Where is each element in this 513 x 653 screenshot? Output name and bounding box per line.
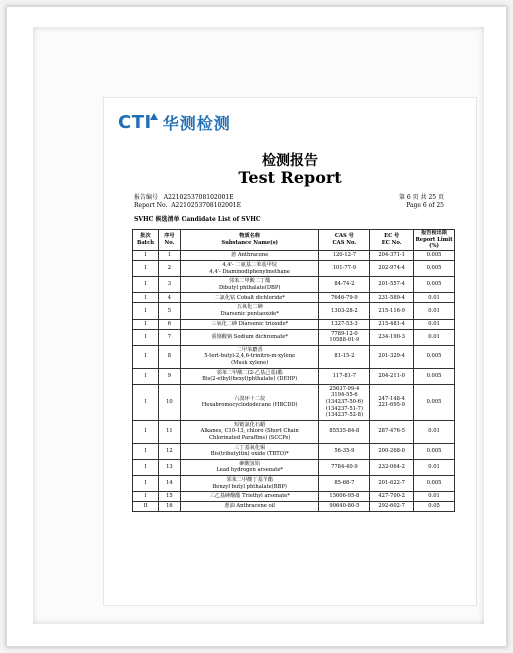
- section-title: SVHC 候选清单 Candidate List of SVHC: [134, 216, 261, 223]
- cell-line: 5: [167, 307, 172, 314]
- ec-number-cell: [370, 277, 414, 293]
- number-cell: [158, 443, 180, 459]
- cell-line: Bis(2-ethyl(hexyl)phthalate) (DEHP): [202, 376, 298, 383]
- report-no-value-2: A2210253708102001E: [171, 202, 241, 209]
- cell-line: 3: [167, 281, 172, 288]
- report-limit-cell: [414, 251, 455, 261]
- batch-cell: [133, 261, 159, 277]
- batch-cell: [133, 329, 159, 345]
- cell-line: 4: [167, 294, 172, 301]
- cell-line: 蒽油 Anthracene oil: [224, 503, 275, 510]
- cell-line: I: [144, 447, 147, 454]
- cell-line: 0.005: [426, 447, 442, 454]
- number-cell: [158, 368, 180, 384]
- cell-line: 10588-01-9: [329, 337, 360, 344]
- batch-cell: [133, 384, 159, 420]
- cell-line: 85535-84-8: [329, 428, 360, 435]
- cell-line: (134237-51-7): [325, 405, 363, 412]
- cell-line: (134237-52-8): [325, 412, 363, 419]
- cell-line: 五氧化二砷: [236, 304, 263, 311]
- cell-line: I: [144, 252, 147, 259]
- cell-line: 0.005: [426, 480, 442, 487]
- cell-line: 6: [167, 320, 172, 327]
- cell-line: 117-81-7: [332, 372, 357, 379]
- cell-line: Hexabromocyclododecane (HBCDD): [201, 402, 298, 409]
- cell-line: 101-77-9: [332, 265, 357, 272]
- report-limit-cell: [414, 459, 455, 475]
- table-row: [133, 475, 455, 491]
- cell-line: 7646-79-9: [331, 294, 358, 301]
- table-header-line: 批次: [140, 233, 151, 240]
- table-row: [133, 293, 455, 303]
- ec-number-cell: [370, 492, 414, 502]
- cell-line: 0.01: [428, 294, 440, 301]
- cell-line: 85-68-7: [334, 480, 355, 487]
- cell-line: 三丁基氧化锡: [234, 444, 266, 451]
- ec-number-cell: [370, 459, 414, 475]
- cell-line: 16: [166, 503, 173, 510]
- batch-cell: [133, 368, 159, 384]
- cell-line: 0.005: [426, 281, 442, 288]
- cell-line: 1327-53-3: [331, 320, 358, 327]
- report-limit-cell: [414, 502, 455, 512]
- cell-line: 0.005: [426, 252, 442, 259]
- batch-cell: [133, 345, 159, 368]
- cell-line: 二甲苯麝香: [236, 346, 263, 353]
- table-header-line: CAS No.: [332, 240, 357, 246]
- number-cell: [158, 420, 180, 443]
- substance-name-cell: [180, 293, 319, 303]
- cas-number-cell: [319, 475, 370, 491]
- substance-name-cell: [180, 277, 319, 293]
- ec-number-cell: [370, 420, 414, 443]
- batch-cell: [133, 492, 159, 502]
- cell-line: 三乙基砷酸酯 Triethyl arsenate*: [209, 493, 290, 500]
- table-row: [133, 251, 455, 261]
- table-row: [133, 319, 455, 329]
- cell-line: 84-74-2: [334, 281, 355, 288]
- ec-number-cell: [370, 384, 414, 420]
- cell-line: I: [144, 464, 147, 471]
- cell-line: 201-557-4: [378, 281, 405, 288]
- batch-cell: [133, 251, 159, 261]
- ec-number-cell: [370, 293, 414, 303]
- cell-line: 14: [166, 480, 173, 487]
- report-limit-cell: [414, 277, 455, 293]
- ec-number-cell: [370, 368, 414, 384]
- cell-line: 0.005: [426, 398, 442, 405]
- table-header-line: 物质名称: [239, 233, 261, 240]
- cell-line: 邻苯二甲酸丁基苄酯: [226, 476, 274, 483]
- substance-name-cell: [180, 502, 319, 512]
- number-cell: [158, 502, 180, 512]
- cas-number-cell: [319, 368, 370, 384]
- report-limit-cell: [414, 329, 455, 345]
- substance-name-cell: [180, 443, 319, 459]
- cell-line: Alkanes, C10-13, chloro (Short Chain: [200, 428, 299, 435]
- title-chinese: 检测报告: [262, 153, 318, 169]
- cell-line: 427-700-2: [378, 493, 405, 500]
- number-cell: [158, 384, 180, 420]
- cell-line: 二氯化钴 Cobalt dichloride*: [214, 294, 285, 301]
- ec-number-cell: [370, 443, 414, 459]
- table-header-line: (%): [429, 243, 439, 250]
- cell-line: II: [143, 503, 148, 510]
- cell-line: 重铬酸钠 Sodium dichromate*: [211, 333, 288, 340]
- cas-number-cell: [319, 329, 370, 345]
- report-limit-cell: [414, 303, 455, 319]
- batch-cell: [133, 293, 159, 303]
- cell-line: 13: [166, 464, 173, 471]
- cell-line: 0.01: [428, 428, 440, 435]
- cell-line: 六溴环十二烷: [234, 395, 266, 402]
- page-number-en: Page 6 of 25: [406, 202, 444, 209]
- cell-line: 25637-99-4: [329, 385, 360, 392]
- report-limit-cell: [414, 293, 455, 303]
- batch-cell: [133, 277, 159, 293]
- substance-name-cell: [180, 303, 319, 319]
- cell-line: 3194-55-6: [331, 392, 358, 399]
- cell-line: 1: [167, 252, 172, 259]
- table-header-cell: [370, 230, 414, 251]
- cell-line: 15606-95-8: [329, 493, 360, 500]
- logo-triangle-icon: [150, 113, 158, 120]
- cas-number-cell: [319, 384, 370, 420]
- cell-line: 10: [166, 398, 173, 405]
- number-cell: [158, 492, 180, 502]
- number-cell: [158, 251, 180, 261]
- number-cell: [158, 261, 180, 277]
- table-header-cell: [319, 230, 370, 251]
- photo-frame: [6, 6, 507, 647]
- cell-line: 215-481-4: [378, 320, 405, 327]
- table-row: [133, 459, 455, 475]
- batch-cell: [133, 303, 159, 319]
- cell-line: Benzyl butyl phthalate(BBP): [212, 483, 287, 490]
- substance-name-cell: [180, 319, 319, 329]
- ec-number-cell: [370, 303, 414, 319]
- number-cell: [158, 475, 180, 491]
- cell-line: Lead hydrogen arsenate*: [216, 467, 283, 474]
- cell-line: 204-211-0: [378, 372, 405, 379]
- table-row: [133, 368, 455, 384]
- table-header-line: EC No.: [381, 240, 402, 246]
- table-header-line: EC 号: [384, 233, 400, 240]
- cell-line: 0.01: [428, 320, 440, 327]
- number-cell: [158, 277, 180, 293]
- cell-line: I: [144, 480, 147, 487]
- number-cell: [158, 303, 180, 319]
- cell-line: 90640-80-5: [329, 503, 360, 510]
- cell-line: 砷酸氢铅: [239, 460, 261, 467]
- table-header-line: No.: [164, 240, 175, 246]
- cas-number-cell: [319, 319, 370, 329]
- substance-name-cell: [180, 459, 319, 475]
- cell-line: 0.01: [428, 333, 440, 340]
- number-cell: [158, 459, 180, 475]
- frame-mat: [33, 27, 484, 624]
- substance-name-cell: [180, 492, 319, 502]
- cell-line: (134237-50-6): [325, 398, 363, 405]
- cell-line: 0.01: [428, 493, 440, 500]
- cas-number-cell: [319, 420, 370, 443]
- cell-line: 81-15-2: [334, 353, 355, 360]
- substance-name-cell: [180, 345, 319, 368]
- table-header-line: 序号: [164, 233, 175, 240]
- cell-line: 0.05: [428, 503, 440, 510]
- substance-name-cell: [180, 384, 319, 420]
- cell-line: 邻苯二甲酸二丁酯: [228, 278, 271, 285]
- cas-number-cell: [319, 277, 370, 293]
- number-cell: [158, 293, 180, 303]
- cell-line: 1303-28-2: [331, 307, 358, 314]
- number-cell: [158, 329, 180, 345]
- cell-line: 247-148-4: [378, 395, 405, 402]
- cas-number-cell: [319, 261, 370, 277]
- cell-line: I: [144, 281, 147, 288]
- cas-number-cell: [319, 345, 370, 368]
- svhc-table: [132, 229, 455, 512]
- number-cell: [158, 345, 180, 368]
- cell-line: I: [144, 428, 147, 435]
- table-header-cell: [414, 230, 455, 251]
- batch-cell: [133, 319, 159, 329]
- cell-line: Chlorinated Paraffins) (SCCPs): [209, 434, 291, 441]
- report-limit-cell: [414, 261, 455, 277]
- substance-name-cell: [180, 251, 319, 261]
- cell-line: 15: [166, 493, 173, 500]
- table-header-line: Substance Name(s): [221, 240, 278, 246]
- report-limit-cell: [414, 368, 455, 384]
- cell-line: 204-371-1: [378, 252, 405, 259]
- substance-name-cell: [180, 368, 319, 384]
- cell-line: Dibutyl phthalate(DBP): [218, 284, 281, 291]
- table-header-cell: [158, 230, 180, 251]
- substance-name-cell: [180, 329, 319, 345]
- batch-cell: [133, 459, 159, 475]
- substance-name-cell: [180, 261, 319, 277]
- report-limit-cell: [414, 420, 455, 443]
- cell-line: 0.01: [428, 464, 440, 471]
- cell-line: 8: [167, 353, 172, 360]
- table-header-line: Batch: [136, 240, 155, 246]
- report-limit-cell: [414, 384, 455, 420]
- ec-number-cell: [370, 329, 414, 345]
- batch-cell: [133, 475, 159, 491]
- cas-number-cell: [319, 492, 370, 502]
- table-row: [133, 420, 455, 443]
- cell-line: I: [144, 294, 147, 301]
- cell-line: 292-602-7: [378, 503, 405, 510]
- cell-line: 0.005: [426, 353, 442, 360]
- table-row: [133, 492, 455, 502]
- cell-line: 9: [167, 372, 172, 379]
- report-no-value: A2210253708102001E: [163, 194, 234, 201]
- table-row: [133, 303, 455, 319]
- table-header-line: Report Limit: [415, 236, 453, 243]
- cell-line: 120-12-7: [332, 252, 357, 259]
- report-number-block: [134, 194, 241, 210]
- cell-line: 短链氯化石蜡: [234, 421, 266, 428]
- cell-line: 221-695-9: [378, 402, 405, 409]
- table-row: [133, 443, 455, 459]
- cell-line: I: [144, 398, 147, 405]
- page-number-block: [399, 194, 444, 210]
- cell-line: 201-622-7: [378, 480, 405, 487]
- cell-line: 11: [166, 428, 173, 435]
- cell-line: I: [144, 372, 147, 379]
- table-header-row: [133, 230, 455, 251]
- table-row: [133, 502, 455, 512]
- cas-number-cell: [319, 251, 370, 261]
- report-limit-cell: [414, 443, 455, 459]
- title-english: Test Report: [238, 168, 342, 187]
- table-row: [133, 329, 455, 345]
- cell-line: 0.005: [426, 372, 442, 379]
- cell-line: 200-268-0: [378, 447, 405, 454]
- report-limit-cell: [414, 475, 455, 491]
- cti-logo: [118, 110, 231, 134]
- report-limit-cell: [414, 492, 455, 502]
- table-row: [133, 384, 455, 420]
- cell-line: 7: [167, 333, 172, 340]
- cell-line: 202-974-4: [378, 265, 405, 272]
- table-header-line: 报告检出限: [421, 230, 448, 237]
- table-row: [133, 277, 455, 293]
- table-row: [133, 261, 455, 277]
- cell-line: 三氧化二砷 Diarsenic trioxide*: [211, 320, 289, 327]
- batch-cell: [133, 443, 159, 459]
- cell-line: I: [144, 493, 147, 500]
- ec-number-cell: [370, 261, 414, 277]
- cell-line: 4,4'- Diaminodiphenylmethane: [209, 268, 290, 275]
- cas-number-cell: [319, 293, 370, 303]
- cell-line: 7789-12-0: [331, 330, 358, 337]
- report-limit-cell: [414, 345, 455, 368]
- cell-line: 7784-40-9: [331, 464, 358, 471]
- cas-number-cell: [319, 502, 370, 512]
- cell-line: I: [144, 307, 147, 314]
- report-no-label-cn: 报告编号: [134, 194, 159, 201]
- table-header-line: CAS 号: [334, 233, 354, 240]
- report-page: [103, 97, 477, 606]
- substance-name-cell: [180, 475, 319, 491]
- table-header-cell: [133, 230, 159, 251]
- cell-line: 287-476-5: [378, 428, 405, 435]
- cell-line: 4,4'- 二氨基二苯基甲烷: [222, 262, 277, 268]
- ec-number-cell: [370, 345, 414, 368]
- cell-line: 232-064-2: [378, 464, 405, 471]
- batch-cell: [133, 420, 159, 443]
- cas-number-cell: [319, 443, 370, 459]
- cell-line: 邻苯二甲酸二(2-乙基己基)酯: [216, 369, 283, 376]
- cell-line: I: [144, 320, 147, 327]
- ec-number-cell: [370, 475, 414, 491]
- cell-line: 5-tert-butyl-2,4,6-trinitro-m-xylene: [204, 353, 296, 360]
- number-cell: [158, 319, 180, 329]
- cell-line: 蒽 Anthracene: [231, 252, 269, 259]
- cell-line: I: [144, 353, 147, 360]
- cell-line: Bis(tributyltin) oxide (TBTO)*: [210, 451, 289, 458]
- table-row: [133, 345, 455, 368]
- cell-line: 2: [167, 265, 172, 272]
- cell-line: I: [144, 265, 147, 272]
- table-header-cell: [180, 230, 319, 251]
- report-no-label-en: Report No.: [134, 202, 168, 209]
- cell-line: (Musk xylene): [231, 359, 269, 366]
- cell-line: 201-329-4: [378, 353, 405, 360]
- ec-number-cell: [370, 319, 414, 329]
- ec-number-cell: [370, 502, 414, 512]
- report-limit-cell: [414, 319, 455, 329]
- cas-number-cell: [319, 303, 370, 319]
- cell-line: 231-589-4: [378, 294, 405, 301]
- ec-number-cell: [370, 251, 414, 261]
- cas-number-cell: [319, 459, 370, 475]
- cell-line: 0.005: [426, 265, 442, 272]
- substance-name-cell: [180, 420, 319, 443]
- cell-line: Diarsenic pentaoxide*: [220, 310, 279, 317]
- cell-line: I: [144, 333, 147, 340]
- page-number-cn: 第 6 页 共 25 页: [399, 194, 444, 201]
- table-body: [133, 251, 455, 512]
- cell-line: 215-116-9: [378, 307, 405, 314]
- cell-line: 234-190-3: [378, 333, 405, 340]
- logo-brand-cn: 华测检测: [162, 113, 231, 133]
- batch-cell: [133, 502, 159, 512]
- logo-brand: CTI: [118, 111, 152, 133]
- cell-line: 12: [166, 447, 173, 454]
- cell-line: 56-35-9: [334, 447, 355, 454]
- cell-line: 0.01: [428, 307, 440, 314]
